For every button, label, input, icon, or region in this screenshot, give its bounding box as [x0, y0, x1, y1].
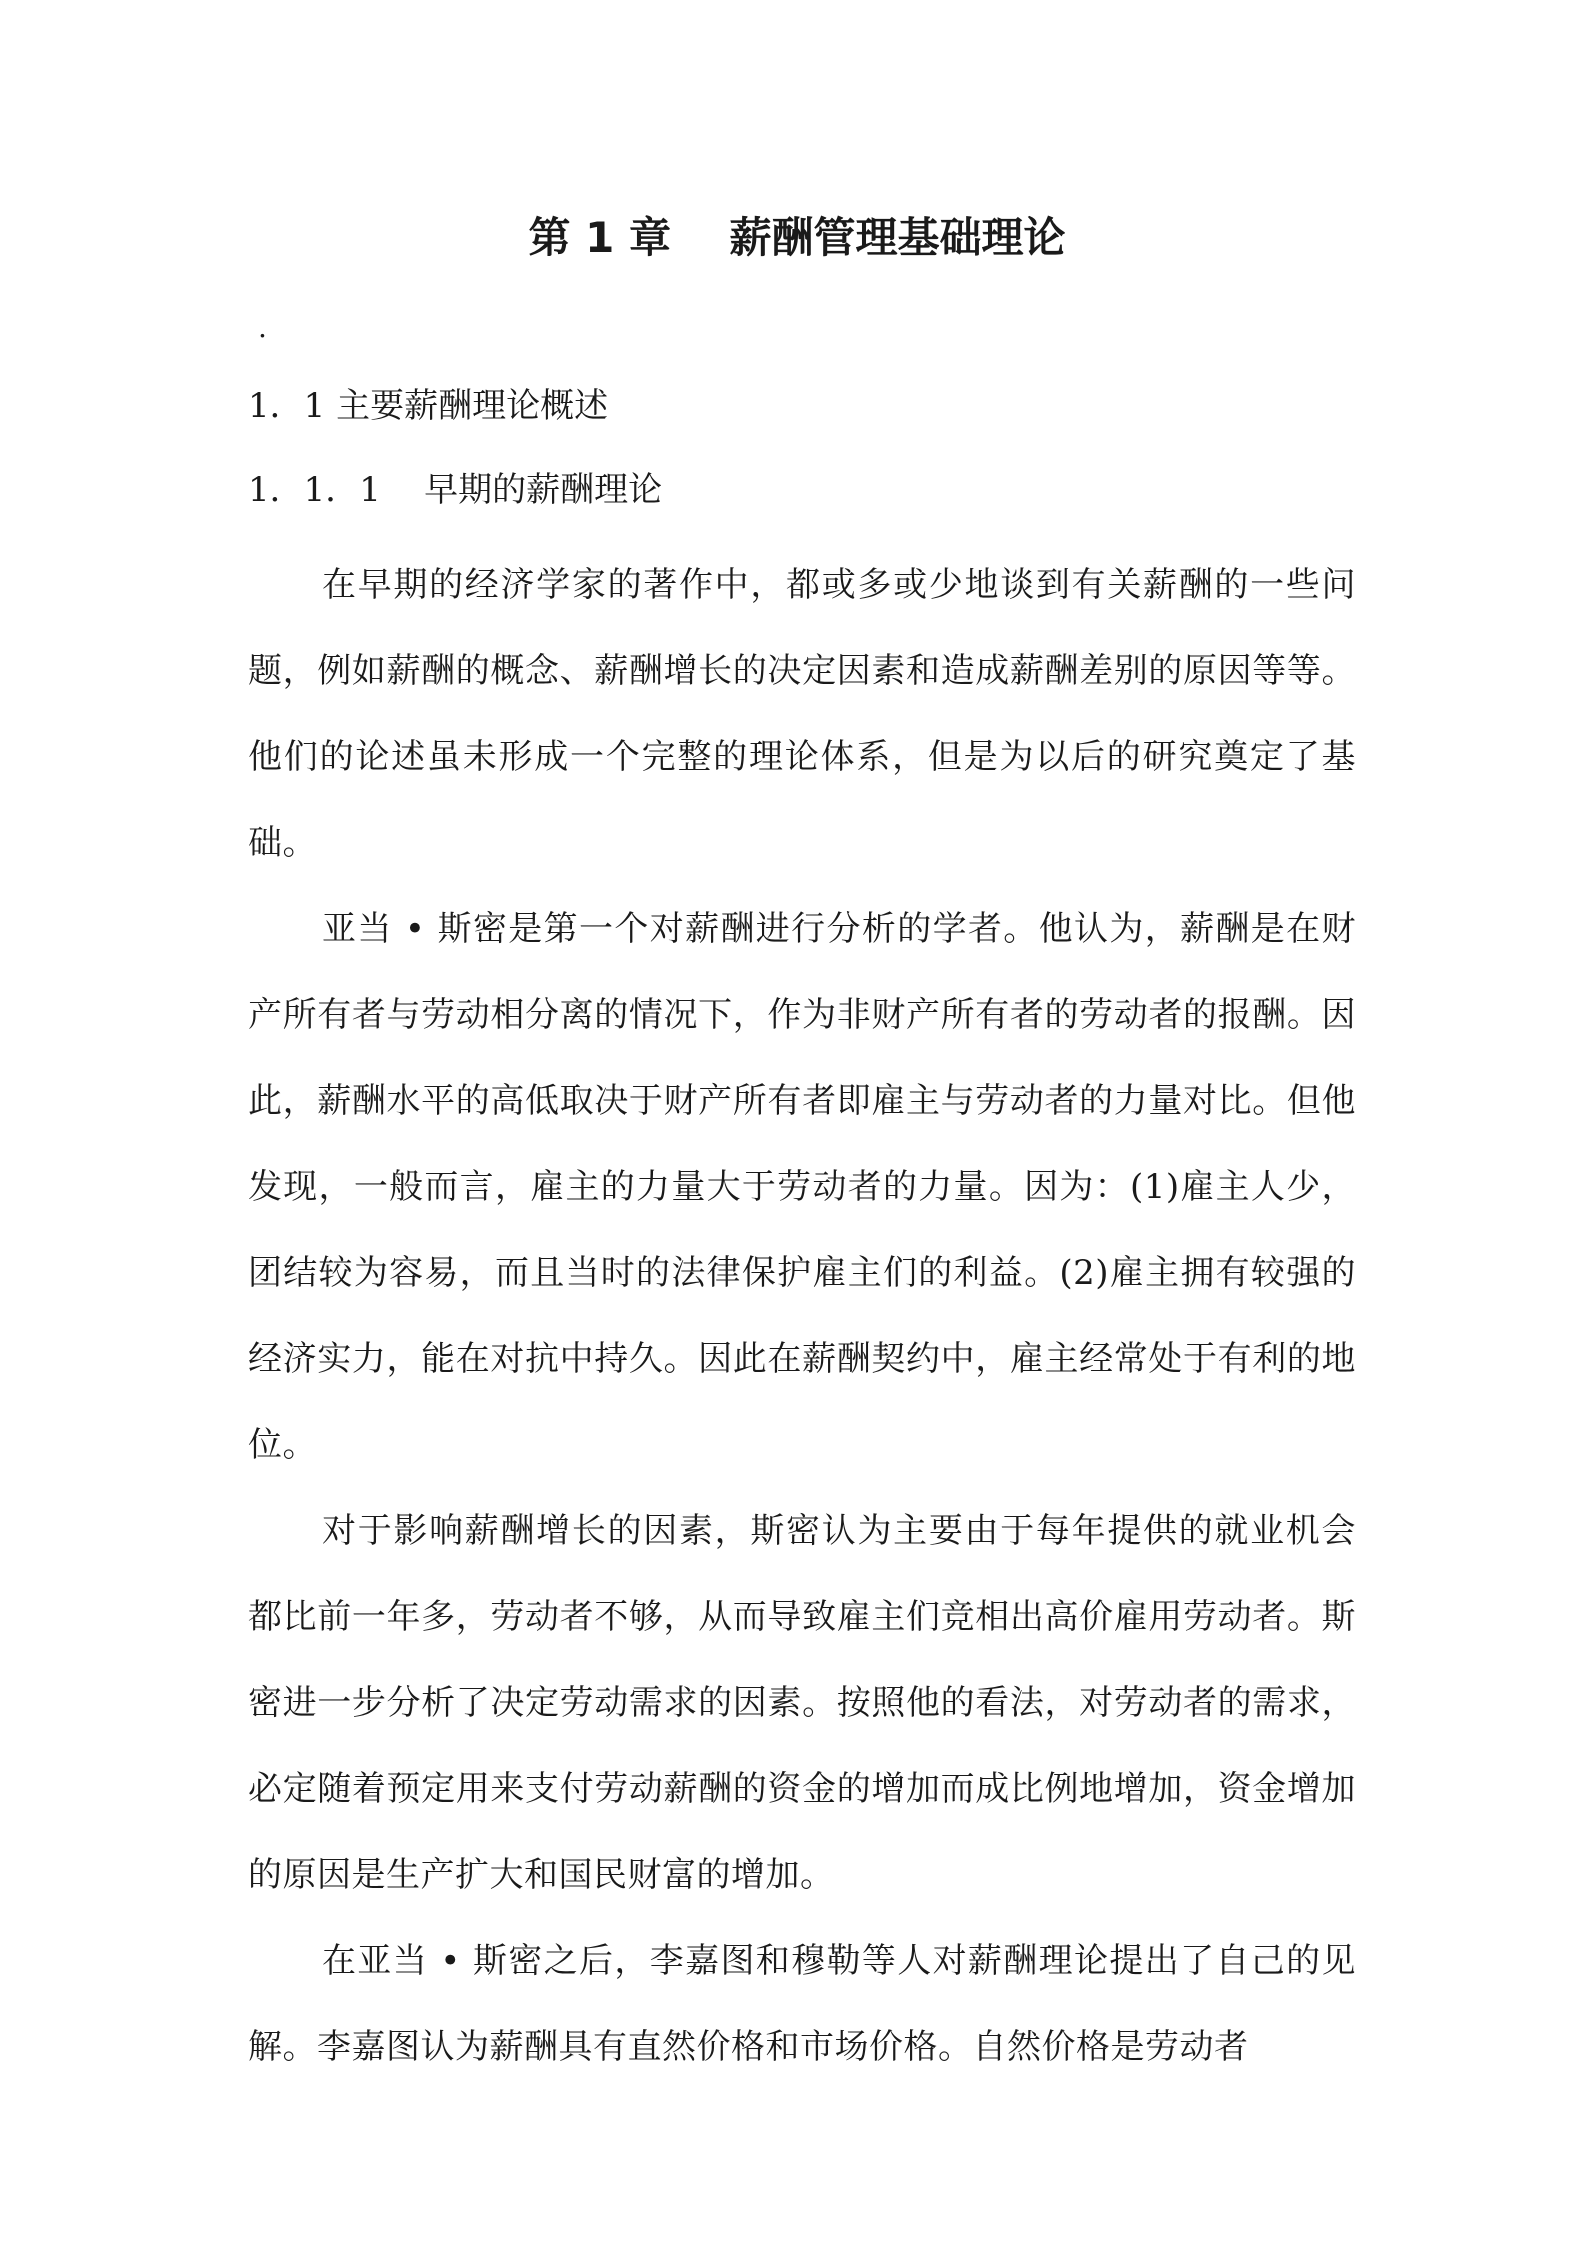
paragraph: 在早期的经济学家的著作中，都或多或少地谈到有关薪酬的一些问题，例如薪酬的概念、薪酬增长的决定因素和造成薪酬差别的原因等等。他们的论述虽未形成一个完整的理论体系，但是为以后的研究奠定了基础。: [248, 565, 1356, 863]
paragraph: 对于影响薪酬增长的因素，斯密认为主要由于每年提供的就业机会都比前一年多，劳动者不够，从而导致雇主们竞相出高价雇用劳动者。斯密进一步分析了决定劳动需求的因素。按照他的看法，对劳动者的需求，必定随着预定用来支付劳动薪酬的资金的增加而成比例地增加，资金增加的原因是生产扩大和国民财富的增加。: [248, 1511, 1356, 1895]
paragraph: 在亚当 • 斯密之后，李嘉图和穆勒等人对薪酬理论提出了自己的见解。李嘉图认为薪酬具有直然价格和市场价格。自然价格是劳动者: [248, 1941, 1356, 2067]
paragraph: 亚当 • 斯密是第一个对薪酬进行分析的学者。他认为，薪酬是在财产所有者与劳动相分离的情况下，作为非财产所有者的劳动者的报酬。因此，薪酬水平的高低取决于财产所有者即雇主与劳动者的力量对比。但他发现，一般而言，雇主的力量大于劳动者的力量。因为：(1)雇主人少，团结较为容易，而且当时的法律保护雇主们的利益。(2)雇主拥有较强的经济实力，能在对抗中持久。因此在薪酬契约中，雇主经常处于有利的地位。: [248, 909, 1356, 1465]
subsection-heading: 1．1．1 早期的薪酬理论: [248, 470, 663, 510]
chapter-title: 第 1 章 薪酬管理基础理论: [528, 213, 1066, 262]
body-text: [248, 542, 1356, 2090]
stray-dot-mark: .: [258, 311, 267, 344]
section-heading: 1．1 主要薪酬理论概述: [248, 386, 609, 426]
